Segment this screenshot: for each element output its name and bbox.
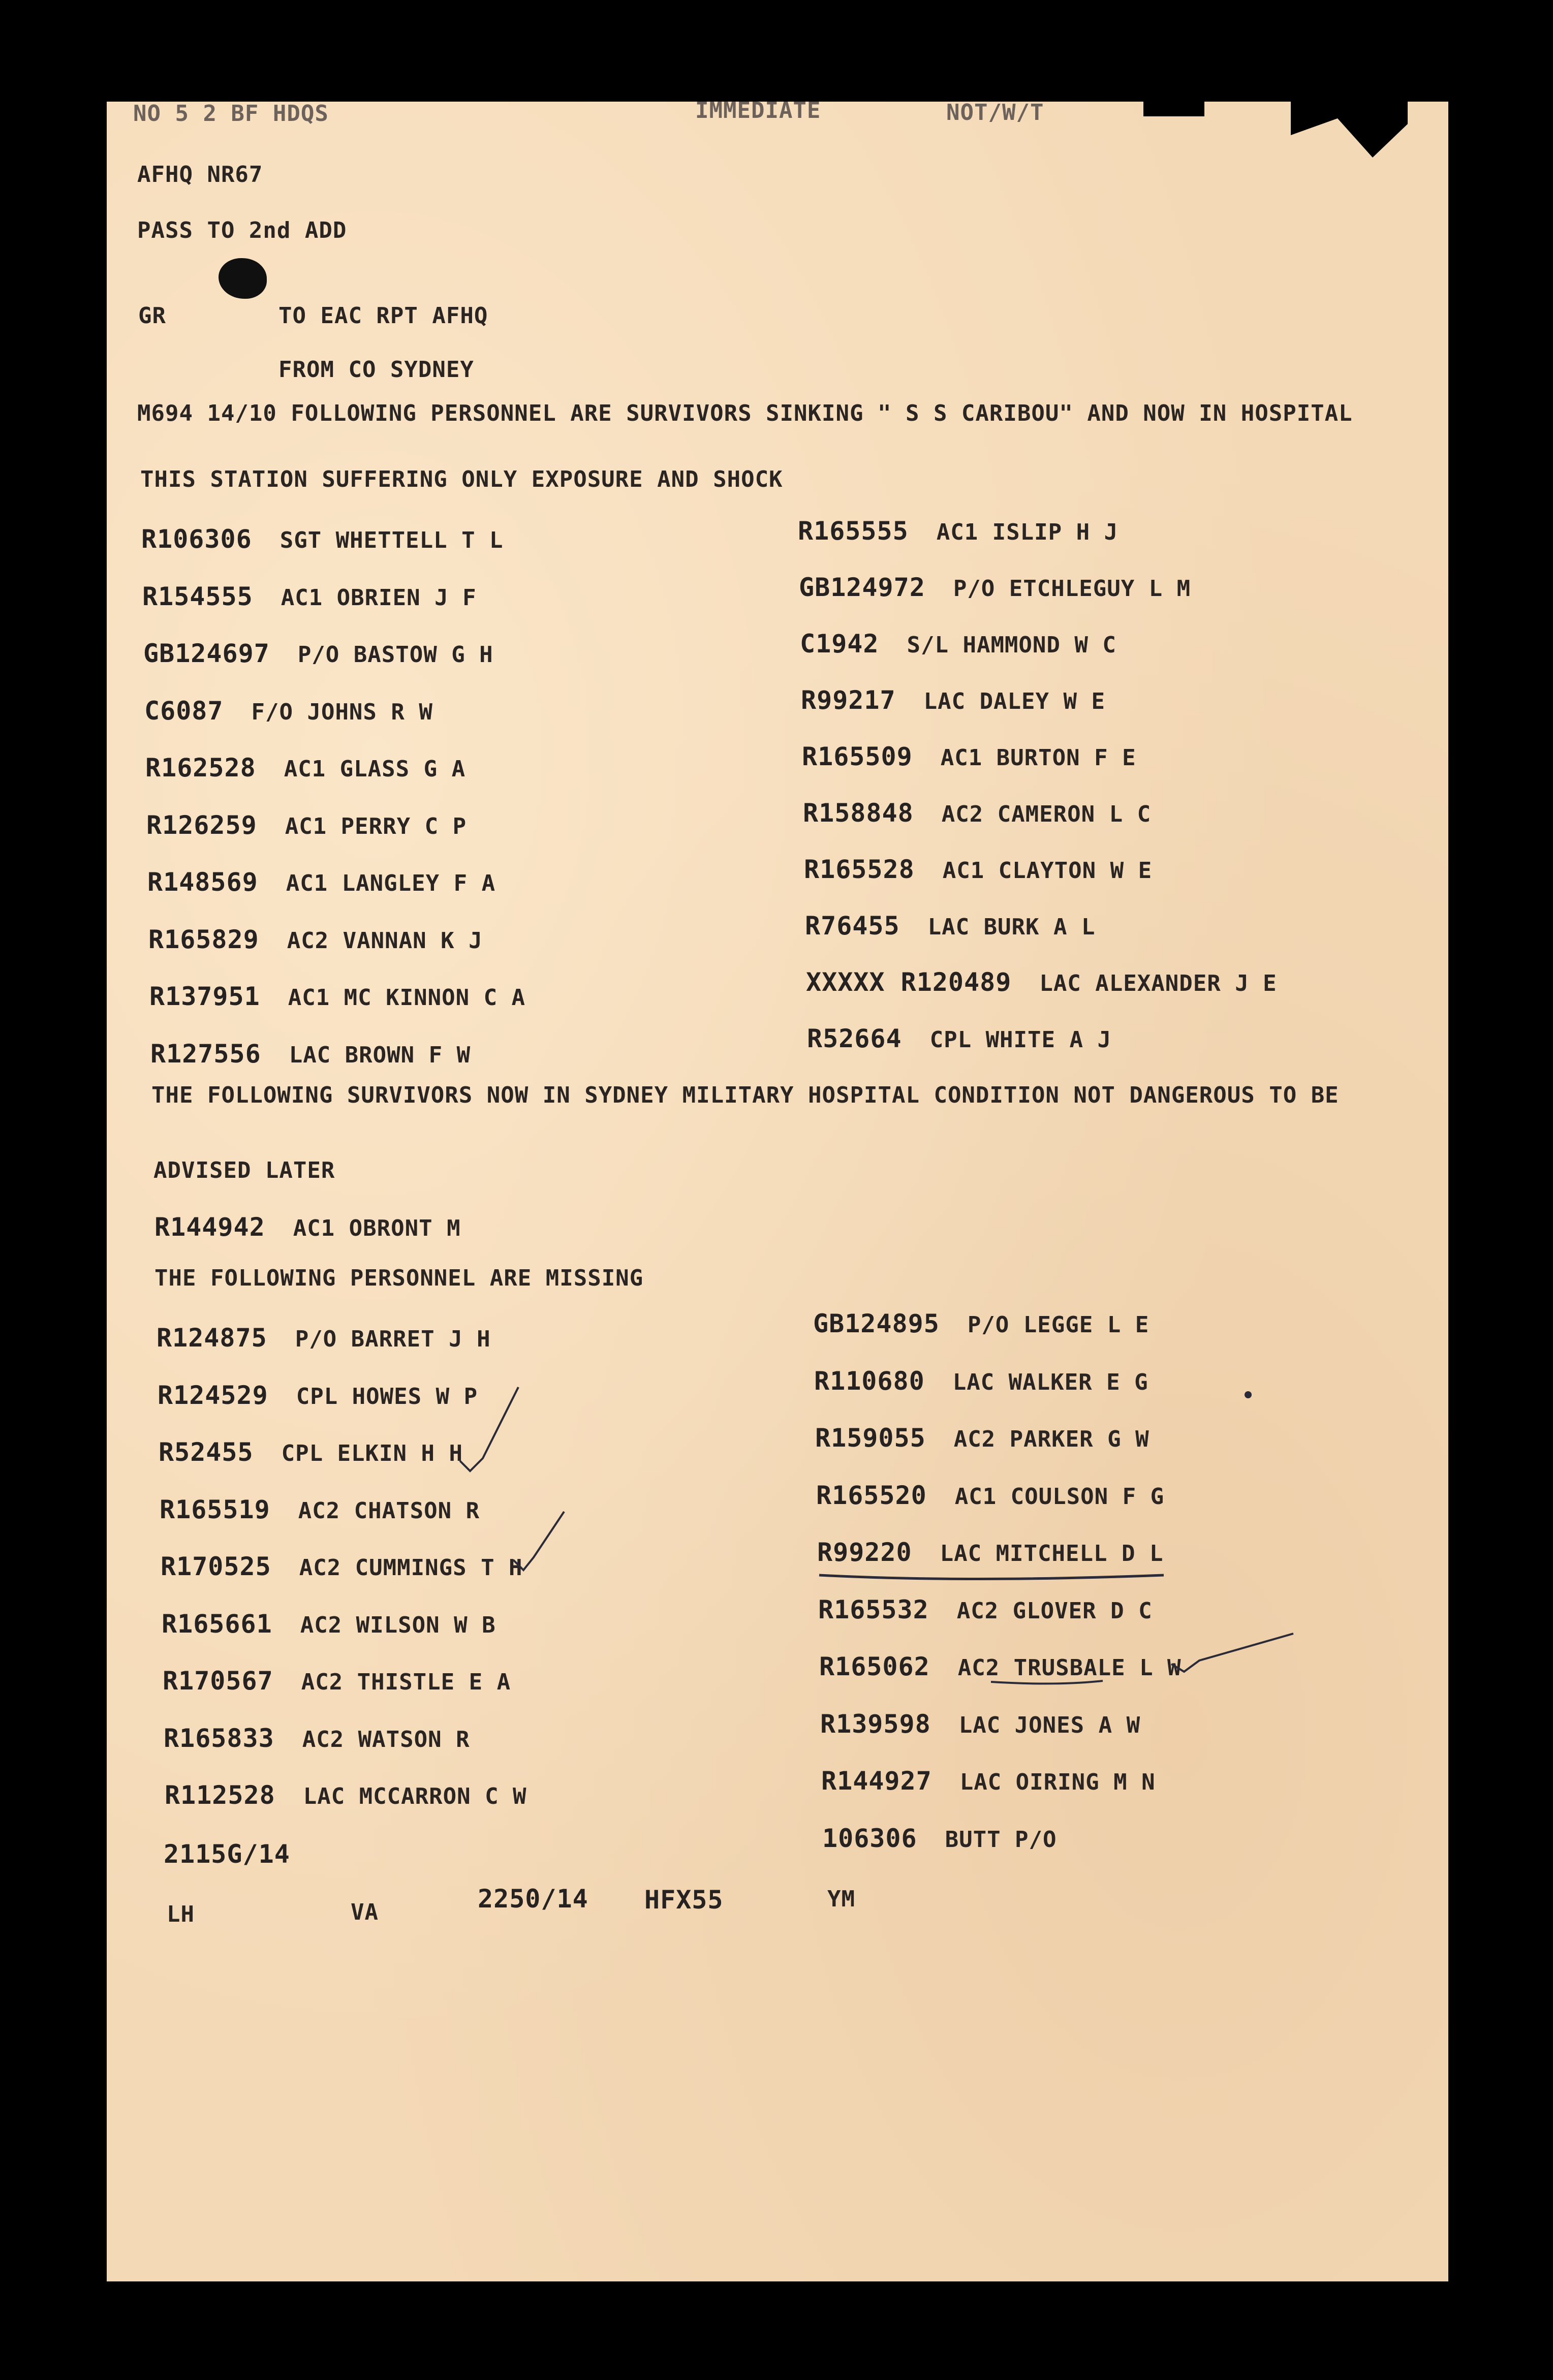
- service-number: R154555: [142, 581, 253, 611]
- list-item: [144, 696, 433, 726]
- service-number: R144942: [154, 1212, 265, 1242]
- rank-and-name: AC2 WATSON R: [302, 1726, 470, 1752]
- list-item: [162, 1609, 496, 1639]
- service-number: GB124895: [813, 1309, 940, 1338]
- rank-and-name: AC1 ISLIP H J: [936, 519, 1119, 545]
- rank-and-name: LAC WALKER E G: [952, 1369, 1148, 1395]
- priority-label: IMMEDIATE: [695, 98, 821, 123]
- rank-and-name: LAC DALEY W E: [923, 688, 1105, 714]
- service-number: R159055: [815, 1423, 926, 1453]
- service-number: R52664: [807, 1024, 902, 1053]
- list-item: [145, 753, 465, 782]
- rank-and-name: LAC BROWN F W: [289, 1042, 471, 1068]
- rank-and-name: LAC ALEXANDER J E: [1039, 970, 1277, 996]
- list-item: [816, 1481, 1164, 1510]
- list-item: [164, 1724, 470, 1753]
- rank-and-name: LAC JONES A W: [958, 1712, 1141, 1738]
- service-number: R158848: [803, 798, 914, 828]
- entry-rank-name: AC1 OBRONT M: [293, 1215, 461, 1241]
- service-number: R165532: [818, 1594, 929, 1624]
- list-item: [800, 629, 1116, 659]
- service-number: R165509: [802, 742, 913, 771]
- message-line-1: M694 14/10 FOLLOWING PERSONNEL ARE SURVIVORS SINKING " S S CARIBOU" AND NOW IN HOSPITAL: [137, 400, 1353, 426]
- service-number: R165062: [819, 1652, 930, 1681]
- list-item: [160, 1495, 480, 1524]
- rank-and-name: S/L HAMMOND W C: [907, 632, 1116, 658]
- list-item: [146, 810, 467, 840]
- rank-and-name: CPL HOWES W P: [296, 1383, 478, 1410]
- message-line-2: THIS STATION SUFFERING ONLY EXPOSURE AND SHOCK: [140, 466, 783, 492]
- service-number: R137951: [149, 982, 260, 1011]
- service-number: R99217: [801, 685, 896, 715]
- list-item: [159, 1437, 463, 1467]
- time-group: 2115G/14: [164, 1839, 290, 1869]
- service-number: C6087: [144, 696, 224, 726]
- service-number: R170525: [161, 1552, 271, 1581]
- rank-and-name: AC2 CAMERON L C: [941, 801, 1152, 827]
- to-line: TO EAC RPT AFHQ: [278, 303, 488, 329]
- list-item: [820, 1709, 1140, 1739]
- service-number: R112528: [165, 1780, 275, 1810]
- service-number: R76455: [805, 911, 900, 941]
- service-number: R127556: [150, 1039, 261, 1069]
- rank-and-name: P/O BASTOW G H: [297, 642, 493, 668]
- service-number: C1942: [800, 629, 879, 659]
- list-item: [805, 911, 1096, 941]
- service-number: R165833: [164, 1723, 274, 1753]
- rank-and-name: AC2 CHATSON R: [298, 1497, 480, 1524]
- pass-to-line: PASS TO 2nd ADD: [137, 217, 347, 243]
- list-item: [814, 1366, 1148, 1396]
- rank-and-name: AC2 GLOVER D C: [956, 1598, 1153, 1624]
- list-item: [813, 1309, 1149, 1338]
- list-item: [799, 573, 1191, 602]
- service-number: R124529: [158, 1380, 268, 1410]
- list-item: [158, 1381, 478, 1410]
- list-item: [143, 639, 493, 668]
- rank-and-name: P/O ETCHLEGUY L M: [953, 576, 1191, 602]
- list-item: [161, 1552, 523, 1581]
- service-number: R165520: [816, 1480, 927, 1510]
- service-number: R165661: [162, 1609, 272, 1639]
- list-item: [815, 1423, 1150, 1453]
- list-item: [821, 1766, 1156, 1796]
- list-item: [147, 867, 495, 897]
- footer-ym: YM: [827, 1886, 855, 1912]
- rank-and-name: LAC OIRING M N: [959, 1769, 1156, 1795]
- service-number: R52455: [159, 1437, 254, 1467]
- service-number: GB124697: [143, 639, 270, 668]
- service-number: R124875: [157, 1323, 267, 1353]
- service-number: R165519: [160, 1494, 270, 1524]
- military-hospital-line-1: THE FOLLOWING SURVIVORS NOW IN SYDNEY MILITARY HOSPITAL CONDITION NOT DANGEROUS TO BE: [151, 1082, 1339, 1108]
- service-number: R170567: [163, 1666, 273, 1696]
- routing-right: NOT/W/T: [946, 100, 1044, 126]
- routing-line: NO 5 2 BF HDQS: [133, 101, 329, 127]
- gr-label: GR: [138, 303, 166, 329]
- rank-and-name: AC2 PARKER G W: [953, 1426, 1150, 1452]
- rank-and-name: AC2 WILSON W B: [300, 1612, 496, 1638]
- service-number: R139598: [820, 1709, 931, 1739]
- rank-and-name: CPL ELKIN H H: [281, 1440, 463, 1466]
- service-number: R99220: [817, 1538, 912, 1567]
- footer-time: 2250/14: [478, 1884, 588, 1914]
- service-number: R148569: [147, 867, 258, 897]
- rank-and-name: AC1 COULSON F G: [954, 1483, 1165, 1510]
- rank-and-name: P/O LEGGE L E: [967, 1312, 1150, 1338]
- rank-and-name: AC2 TRUSBALE L W: [957, 1655, 1182, 1681]
- list-item: [163, 1666, 511, 1696]
- service-number: R110680: [814, 1366, 925, 1396]
- list-item: [157, 1323, 491, 1353]
- service-number: R165555: [798, 516, 909, 546]
- rank-and-name: AC2 VANNAN K J: [287, 927, 483, 954]
- rank-and-name: AC1 GLASS G A: [284, 756, 466, 782]
- service-number: GB124972: [799, 573, 925, 602]
- service-number: 106306: [822, 1823, 917, 1853]
- list-item: [819, 1652, 1182, 1681]
- service-number: R126259: [146, 810, 257, 840]
- document-page: [107, 102, 1448, 2281]
- from-line: FROM CO SYDNEY: [278, 357, 474, 383]
- rank-and-name: AC2 THISTLE E A: [301, 1669, 511, 1695]
- service-number: R144927: [821, 1766, 932, 1796]
- military-hospital-line-2: ADVISED LATER: [153, 1157, 335, 1183]
- missing-heading: THE FOLLOWING PERSONNEL ARE MISSING: [154, 1265, 644, 1291]
- rank-and-name: LAC BURK A L: [927, 914, 1096, 940]
- list-item: [142, 582, 477, 611]
- rank-and-name: AC1 LANGLEY F A: [286, 870, 496, 896]
- rank-and-name: CPL WHITE A J: [929, 1027, 1111, 1053]
- service-number: R162528: [145, 753, 256, 782]
- list-item: [165, 1780, 527, 1810]
- list-item: [802, 742, 1136, 771]
- rank-and-name: LAC MITCHELL D L: [940, 1541, 1164, 1567]
- rank-and-name: BUTT P/O: [945, 1826, 1057, 1853]
- list-item: [148, 925, 483, 954]
- list-item: [806, 967, 1277, 997]
- torn-edge: [1143, 99, 1204, 116]
- list-item: [801, 685, 1105, 715]
- list-item: [822, 1824, 1057, 1853]
- list-item: [803, 798, 1151, 828]
- service-number: XXXXX R120489: [806, 967, 1012, 997]
- rank-and-name: AC1 OBRIEN J F: [281, 584, 477, 611]
- list-item: [141, 524, 504, 554]
- military-hospital-entry: [154, 1212, 461, 1242]
- afhq-number: AFHQ NR67: [137, 162, 263, 187]
- service-number: R165829: [148, 924, 259, 954]
- rank-and-name: AC1 BURTON F E: [940, 745, 1136, 771]
- list-item: [818, 1595, 1153, 1624]
- service-number: R165528: [804, 855, 915, 884]
- list-item: [150, 1039, 471, 1069]
- footer-hfx: HFX55: [644, 1885, 724, 1915]
- list-item: [807, 1024, 1111, 1053]
- rank-and-name: AC1 PERRY C P: [285, 813, 467, 839]
- rank-and-name: AC1 MC KINNON C A: [288, 985, 526, 1011]
- list-item: [798, 516, 1118, 546]
- footer-va: VA: [351, 1899, 379, 1925]
- list-item: [804, 855, 1152, 884]
- rank-and-name: P/O BARRET J H: [295, 1326, 491, 1352]
- rank-and-name: AC1 CLAYTON W E: [942, 858, 1153, 884]
- list-item: [149, 982, 525, 1011]
- rank-and-name: AC2 CUMMINGS T H: [299, 1555, 523, 1581]
- footer-lh: LH: [167, 1901, 195, 1927]
- service-number: R106306: [141, 524, 252, 554]
- rank-and-name: SGT WHETTELL T L: [279, 527, 504, 553]
- rank-and-name: F/O JOHNS R W: [251, 699, 433, 725]
- list-item: [817, 1538, 1163, 1567]
- rank-and-name: LAC MCCARRON C W: [303, 1783, 527, 1809]
